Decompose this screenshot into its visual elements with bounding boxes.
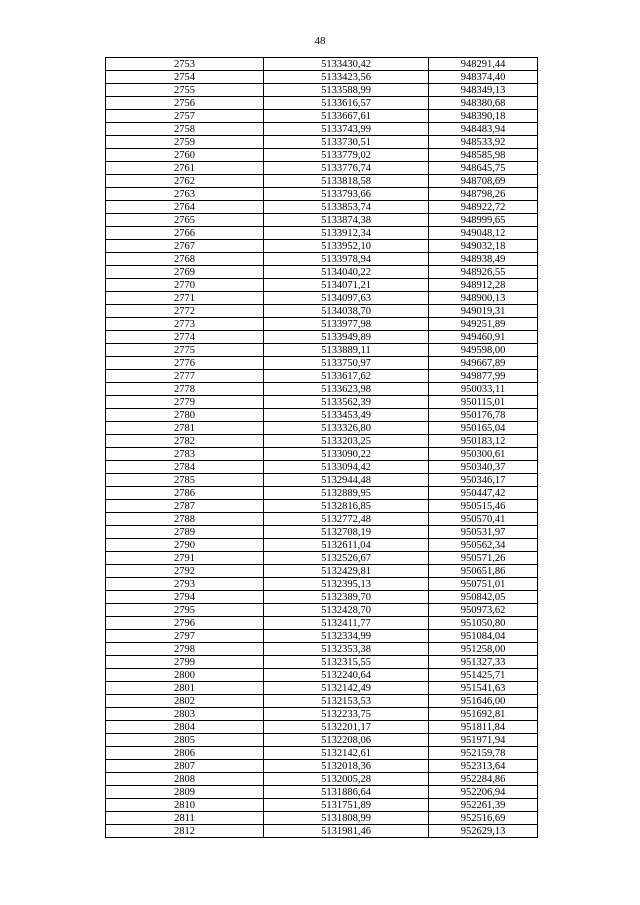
point-number-cell: 2756 [106, 97, 264, 110]
x-coordinate-cell: 5132018,36 [264, 760, 429, 773]
y-coordinate-cell: 950973,62 [429, 604, 538, 617]
x-coordinate-cell: 5133889,11 [264, 344, 429, 357]
y-coordinate-cell: 950165,04 [429, 422, 538, 435]
x-coordinate-cell: 5132428,70 [264, 604, 429, 617]
table-row [106, 357, 538, 370]
point-number-cell: 2798 [106, 643, 264, 656]
y-coordinate-cell: 948922,72 [429, 201, 538, 214]
table-row [106, 578, 538, 591]
y-coordinate-cell: 948390,18 [429, 110, 538, 123]
point-number-cell: 2800 [106, 669, 264, 682]
x-coordinate-cell: 5133203,25 [264, 435, 429, 448]
table-row [106, 97, 538, 110]
point-number-cell: 2760 [106, 149, 264, 162]
point-number-cell: 2774 [106, 331, 264, 344]
point-number-cell: 2799 [106, 656, 264, 669]
table-row [106, 409, 538, 422]
point-number-cell: 2782 [106, 435, 264, 448]
x-coordinate-cell: 5134071,21 [264, 279, 429, 292]
y-coordinate-cell: 950562,34 [429, 539, 538, 552]
table-row [106, 695, 538, 708]
x-coordinate-cell: 5132201,17 [264, 721, 429, 734]
table-row [106, 825, 538, 838]
x-coordinate-cell: 5132708,19 [264, 526, 429, 539]
y-coordinate-cell: 948380,68 [429, 97, 538, 110]
x-coordinate-cell: 5132334,99 [264, 630, 429, 643]
point-number-cell: 2786 [106, 487, 264, 500]
y-coordinate-cell: 948483,94 [429, 123, 538, 136]
x-coordinate-cell: 5133588,99 [264, 84, 429, 97]
point-number-cell: 2787 [106, 500, 264, 513]
table-row [106, 812, 538, 825]
table-row [106, 188, 538, 201]
y-coordinate-cell: 952159,78 [429, 747, 538, 760]
table-row [106, 266, 538, 279]
x-coordinate-cell: 5133793,66 [264, 188, 429, 201]
point-number-cell: 2812 [106, 825, 264, 838]
x-coordinate-cell: 5133949,89 [264, 331, 429, 344]
table-row [106, 58, 538, 71]
point-number-cell: 2807 [106, 760, 264, 773]
y-coordinate-cell: 950115,01 [429, 396, 538, 409]
x-coordinate-cell: 5133978,94 [264, 253, 429, 266]
point-number-cell: 2808 [106, 773, 264, 786]
table-row [106, 526, 538, 539]
y-coordinate-cell: 948374,40 [429, 71, 538, 84]
y-coordinate-cell: 948708,69 [429, 175, 538, 188]
y-coordinate-cell: 951327,33 [429, 656, 538, 669]
y-coordinate-cell: 948999,65 [429, 214, 538, 227]
table-row [106, 487, 538, 500]
table-row [106, 396, 538, 409]
x-coordinate-cell: 5133562,39 [264, 396, 429, 409]
table-row [106, 370, 538, 383]
y-coordinate-cell: 951425,71 [429, 669, 538, 682]
table-row [106, 539, 538, 552]
x-coordinate-cell: 5132772,48 [264, 513, 429, 526]
y-coordinate-cell: 952629,13 [429, 825, 538, 838]
table-row [106, 71, 538, 84]
table-row [106, 292, 538, 305]
point-number-cell: 2781 [106, 422, 264, 435]
table-row [106, 84, 538, 97]
x-coordinate-cell: 5132353,38 [264, 643, 429, 656]
point-number-cell: 2757 [106, 110, 264, 123]
point-number-cell: 2805 [106, 734, 264, 747]
point-number-cell: 2754 [106, 71, 264, 84]
point-number-cell: 2771 [106, 292, 264, 305]
x-coordinate-cell: 5133094,42 [264, 461, 429, 474]
x-coordinate-cell: 5133776,74 [264, 162, 429, 175]
x-coordinate-cell: 5133090,22 [264, 448, 429, 461]
point-number-cell: 2792 [106, 565, 264, 578]
x-coordinate-cell: 5134038,70 [264, 305, 429, 318]
point-number-cell: 2791 [106, 552, 264, 565]
point-number-cell: 2775 [106, 344, 264, 357]
table-row [106, 435, 538, 448]
point-number-cell: 2809 [106, 786, 264, 799]
table-row [106, 747, 538, 760]
y-coordinate-cell: 951971,94 [429, 734, 538, 747]
x-coordinate-cell: 5132142,61 [264, 747, 429, 760]
y-coordinate-cell: 949251,89 [429, 318, 538, 331]
table-row [106, 136, 538, 149]
x-coordinate-cell: 5133667,61 [264, 110, 429, 123]
x-coordinate-cell: 5133912,34 [264, 227, 429, 240]
y-coordinate-cell: 948645,75 [429, 162, 538, 175]
x-coordinate-cell: 5133952,10 [264, 240, 429, 253]
table-row [106, 110, 538, 123]
y-coordinate-cell: 951050,80 [429, 617, 538, 630]
point-number-cell: 2790 [106, 539, 264, 552]
point-number-cell: 2763 [106, 188, 264, 201]
table-row [106, 734, 538, 747]
x-coordinate-cell: 5133853,74 [264, 201, 429, 214]
table-row [106, 656, 538, 669]
coordinates-table-body [106, 58, 538, 838]
table-row [106, 240, 538, 253]
point-number-cell: 2804 [106, 721, 264, 734]
y-coordinate-cell: 950842,05 [429, 591, 538, 604]
point-number-cell: 2789 [106, 526, 264, 539]
table-row [106, 149, 538, 162]
point-number-cell: 2779 [106, 396, 264, 409]
y-coordinate-cell: 950751,01 [429, 578, 538, 591]
x-coordinate-cell: 5132889,95 [264, 487, 429, 500]
y-coordinate-cell: 949598,00 [429, 344, 538, 357]
x-coordinate-cell: 5132153,53 [264, 695, 429, 708]
table-row [106, 318, 538, 331]
table-row [106, 786, 538, 799]
table-row [106, 721, 538, 734]
x-coordinate-cell: 5133623,98 [264, 383, 429, 396]
table-row [106, 552, 538, 565]
point-number-cell: 2806 [106, 747, 264, 760]
table-row [106, 773, 538, 786]
point-number-cell: 2759 [106, 136, 264, 149]
y-coordinate-cell: 950571,26 [429, 552, 538, 565]
table-row [106, 760, 538, 773]
y-coordinate-cell: 950033,11 [429, 383, 538, 396]
table-row [106, 500, 538, 513]
point-number-cell: 2802 [106, 695, 264, 708]
y-coordinate-cell: 950515,46 [429, 500, 538, 513]
table-row [106, 799, 538, 812]
point-number-cell: 2753 [106, 58, 264, 71]
x-coordinate-cell: 5132395,13 [264, 578, 429, 591]
x-coordinate-cell: 5133326,80 [264, 422, 429, 435]
x-coordinate-cell: 5133616,57 [264, 97, 429, 110]
y-coordinate-cell: 948798,26 [429, 188, 538, 201]
table-row [106, 344, 538, 357]
y-coordinate-cell: 949048,12 [429, 227, 538, 240]
x-coordinate-cell: 5132944,48 [264, 474, 429, 487]
y-coordinate-cell: 950346,17 [429, 474, 538, 487]
table-row [106, 175, 538, 188]
point-number-cell: 2768 [106, 253, 264, 266]
x-coordinate-cell: 5132208,06 [264, 734, 429, 747]
y-coordinate-cell: 950447,42 [429, 487, 538, 500]
x-coordinate-cell: 5133423,56 [264, 71, 429, 84]
table-row [106, 565, 538, 578]
y-coordinate-cell: 951541,63 [429, 682, 538, 695]
y-coordinate-cell: 952206,94 [429, 786, 538, 799]
y-coordinate-cell: 952516,69 [429, 812, 538, 825]
y-coordinate-cell: 948291,44 [429, 58, 538, 71]
y-coordinate-cell: 949032,18 [429, 240, 538, 253]
point-number-cell: 2766 [106, 227, 264, 240]
y-coordinate-cell: 948533,92 [429, 136, 538, 149]
y-coordinate-cell: 948349,13 [429, 84, 538, 97]
y-coordinate-cell: 952261,39 [429, 799, 538, 812]
table-row [106, 591, 538, 604]
x-coordinate-cell: 5132233,75 [264, 708, 429, 721]
y-coordinate-cell: 950340,37 [429, 461, 538, 474]
x-coordinate-cell: 5134097,63 [264, 292, 429, 305]
point-number-cell: 2797 [106, 630, 264, 643]
y-coordinate-cell: 952284,86 [429, 773, 538, 786]
x-coordinate-cell: 5133977,98 [264, 318, 429, 331]
table-row [106, 448, 538, 461]
x-coordinate-cell: 5132142,49 [264, 682, 429, 695]
coordinates-table [105, 57, 538, 838]
y-coordinate-cell: 949019,31 [429, 305, 538, 318]
table-row [106, 682, 538, 695]
y-coordinate-cell: 950651,86 [429, 565, 538, 578]
x-coordinate-cell: 5132389,70 [264, 591, 429, 604]
y-coordinate-cell: 949877,99 [429, 370, 538, 383]
table-row [106, 123, 538, 136]
x-coordinate-cell: 5131981,46 [264, 825, 429, 838]
point-number-cell: 2772 [106, 305, 264, 318]
x-coordinate-cell: 5131751,89 [264, 799, 429, 812]
point-number-cell: 2811 [106, 812, 264, 825]
point-number-cell: 2785 [106, 474, 264, 487]
table-row [106, 331, 538, 344]
table-row [106, 630, 538, 643]
point-number-cell: 2765 [106, 214, 264, 227]
x-coordinate-cell: 5132816,85 [264, 500, 429, 513]
point-number-cell: 2801 [106, 682, 264, 695]
x-coordinate-cell: 5133453,49 [264, 409, 429, 422]
table-row [106, 383, 538, 396]
x-coordinate-cell: 5131886,64 [264, 786, 429, 799]
x-coordinate-cell: 5133430,42 [264, 58, 429, 71]
x-coordinate-cell: 5132005,28 [264, 773, 429, 786]
point-number-cell: 2777 [106, 370, 264, 383]
table-row [106, 214, 538, 227]
table-row [106, 513, 538, 526]
y-coordinate-cell: 952313,64 [429, 760, 538, 773]
point-number-cell: 2769 [106, 266, 264, 279]
table-row [106, 279, 538, 292]
y-coordinate-cell: 950300,61 [429, 448, 538, 461]
point-number-cell: 2780 [106, 409, 264, 422]
y-coordinate-cell: 951692,81 [429, 708, 538, 721]
y-coordinate-cell: 948926,55 [429, 266, 538, 279]
point-number-cell: 2762 [106, 175, 264, 188]
point-number-cell: 2795 [106, 604, 264, 617]
point-number-cell: 2784 [106, 461, 264, 474]
table-row [106, 708, 538, 721]
point-number-cell: 2770 [106, 279, 264, 292]
y-coordinate-cell: 950176,78 [429, 409, 538, 422]
point-number-cell: 2773 [106, 318, 264, 331]
y-coordinate-cell: 949667,89 [429, 357, 538, 370]
table-row [106, 617, 538, 630]
y-coordinate-cell: 950183,12 [429, 435, 538, 448]
y-coordinate-cell: 950531,97 [429, 526, 538, 539]
point-number-cell: 2778 [106, 383, 264, 396]
table-row [106, 422, 538, 435]
point-number-cell: 2776 [106, 357, 264, 370]
x-coordinate-cell: 5133750,97 [264, 357, 429, 370]
y-coordinate-cell: 951258,00 [429, 643, 538, 656]
point-number-cell: 2755 [106, 84, 264, 97]
x-coordinate-cell: 5133874,38 [264, 214, 429, 227]
x-coordinate-cell: 5132240,64 [264, 669, 429, 682]
y-coordinate-cell: 948912,28 [429, 279, 538, 292]
x-coordinate-cell: 5132429,81 [264, 565, 429, 578]
table-row [106, 305, 538, 318]
table-row [106, 643, 538, 656]
y-coordinate-cell: 949460,91 [429, 331, 538, 344]
y-coordinate-cell: 951646,00 [429, 695, 538, 708]
table-row [106, 201, 538, 214]
point-number-cell: 2796 [106, 617, 264, 630]
point-number-cell: 2761 [106, 162, 264, 175]
y-coordinate-cell: 948900,13 [429, 292, 538, 305]
table-row [106, 162, 538, 175]
x-coordinate-cell: 5131808,99 [264, 812, 429, 825]
y-coordinate-cell: 948585,98 [429, 149, 538, 162]
y-coordinate-cell: 951084,04 [429, 630, 538, 643]
point-number-cell: 2758 [106, 123, 264, 136]
x-coordinate-cell: 5132315,55 [264, 656, 429, 669]
table-row [106, 474, 538, 487]
point-number-cell: 2810 [106, 799, 264, 812]
table-row [106, 461, 538, 474]
page-number: 48 [314, 35, 326, 47]
x-coordinate-cell: 5133743,99 [264, 123, 429, 136]
x-coordinate-cell: 5133730,51 [264, 136, 429, 149]
point-number-cell: 2764 [106, 201, 264, 214]
y-coordinate-cell: 951811,84 [429, 721, 538, 734]
x-coordinate-cell: 5134040,22 [264, 266, 429, 279]
table-row [106, 604, 538, 617]
point-number-cell: 2794 [106, 591, 264, 604]
y-coordinate-cell: 950570,41 [429, 513, 538, 526]
table-row [106, 669, 538, 682]
x-coordinate-cell: 5132526,67 [264, 552, 429, 565]
x-coordinate-cell: 5132411,77 [264, 617, 429, 630]
table-row [106, 253, 538, 266]
y-coordinate-cell: 948938,49 [429, 253, 538, 266]
x-coordinate-cell: 5133617,62 [264, 370, 429, 383]
x-coordinate-cell: 5132611,04 [264, 539, 429, 552]
point-number-cell: 2788 [106, 513, 264, 526]
x-coordinate-cell: 5133779,02 [264, 149, 429, 162]
point-number-cell: 2783 [106, 448, 264, 461]
point-number-cell: 2767 [106, 240, 264, 253]
point-number-cell: 2803 [106, 708, 264, 721]
point-number-cell: 2793 [106, 578, 264, 591]
table-row [106, 227, 538, 240]
x-coordinate-cell: 5133818,58 [264, 175, 429, 188]
